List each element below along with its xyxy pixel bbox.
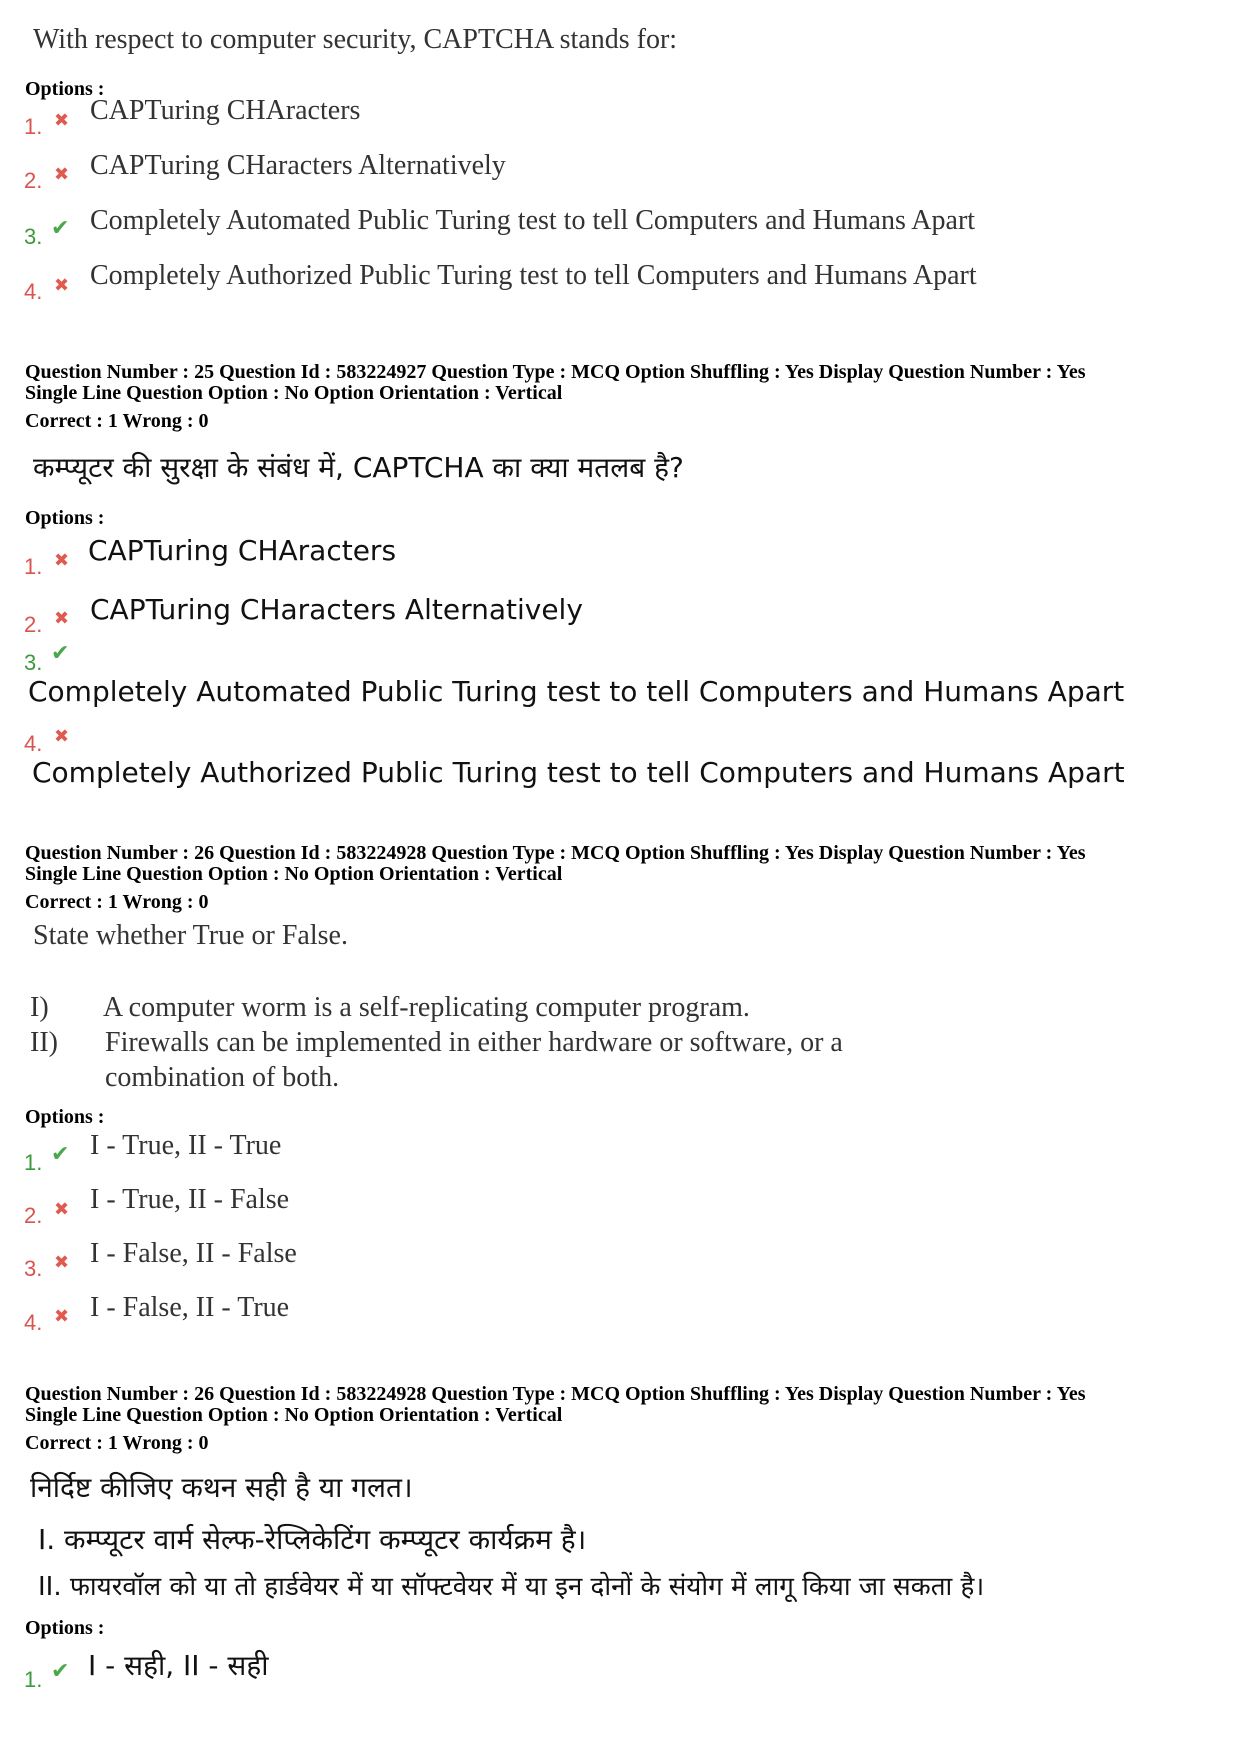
options-label: Options :	[25, 1106, 105, 1128]
question-text: State whether True or False.	[33, 920, 348, 951]
question-meta: Single Line Question Option : No Option Orientation : Vertical	[25, 382, 563, 404]
option-number: 1.	[24, 554, 43, 579]
statement-label: II)	[30, 1027, 58, 1058]
option-text: CAPTuring CHaracters Alternatively	[90, 593, 583, 626]
option-text: CAPTuring CHaracters Alternatively	[90, 150, 506, 181]
cross-icon: ✖	[54, 1199, 70, 1220]
check-icon: ✔	[51, 641, 70, 666]
question-meta: Single Line Question Option : No Option Orientation : Vertical	[25, 1404, 563, 1426]
cross-icon: ✖	[54, 608, 70, 629]
options-label: Options :	[25, 1617, 105, 1639]
option-number: 3.	[24, 1256, 43, 1281]
option-number: 1.	[24, 1150, 43, 1175]
cross-icon: ✖	[54, 164, 70, 185]
cross-icon: ✖	[54, 726, 70, 747]
option-number: 3.	[24, 224, 43, 249]
option-text: CAPTuring CHAracters	[88, 534, 397, 567]
score-line: Correct : 1 Wrong : 0	[25, 891, 209, 913]
option-text: Completely Authorized Public Turing test to tell Computers and Humans Apart	[90, 260, 977, 291]
cross-icon: ✖	[54, 1306, 70, 1327]
question-text: With respect to computer security, CAPTCHA stands for:	[33, 24, 678, 55]
option-text: I - True, II - True	[90, 1130, 282, 1161]
option-number: 1.	[24, 114, 43, 139]
question-meta: Single Line Question Option : No Option Orientation : Vertical	[25, 863, 563, 885]
option-number: 4.	[24, 731, 43, 756]
option-number: 3.	[24, 650, 43, 675]
cross-icon: ✖	[54, 110, 70, 131]
option-text: I - False, II - True	[90, 1292, 290, 1323]
statement-text: I. कम्प्यूटर वार्म सेल्फ-रेप्लिकेटिंग कम्प्यूटर कार्यक्रम है।	[38, 1523, 587, 1556]
option-number: 4.	[24, 279, 43, 304]
option-text: Completely Authorized Public Turing test to tell Computers and Humans Apart	[32, 756, 1125, 789]
question-meta: Question Number : 26 Question Id : 583224928 Question Type : MCQ Option Shuffling : Yes Display Question Number : Yes	[25, 842, 1086, 864]
cross-icon: ✖	[54, 1252, 70, 1273]
question-text: कम्प्यूटर की सुरक्षा के संबंध में, CAPTCHA का क्या मतलब है?	[33, 451, 684, 484]
option-number: 2.	[24, 168, 43, 193]
statement-text: Firewalls can be implemented in either hardware or software, or a	[105, 1027, 843, 1058]
check-icon: ✔	[51, 216, 70, 241]
score-line: Correct : 1 Wrong : 0	[25, 1432, 209, 1454]
check-icon: ✔	[51, 1142, 70, 1167]
option-text: Completely Automated Public Turing test to tell Computers and Humans Apart	[90, 205, 976, 236]
option-number: 4.	[24, 1310, 43, 1335]
option-text: I - सही, II - सही	[88, 1649, 269, 1682]
statement-text: combination of both.	[105, 1062, 340, 1093]
option-text: Completely Automated Public Turing test to tell Computers and Humans Apart	[28, 675, 1125, 708]
option-number: 2.	[24, 1203, 43, 1228]
question-text: निर्दिष्ट कीजिए कथन सही है या गलत।	[30, 1471, 413, 1504]
option-number: 1.	[24, 1667, 43, 1692]
option-number: 2.	[24, 612, 43, 637]
statement-text: II. फायरवॉल को या तो हार्डवेयर में या सॉफ्टवेयर में या इन दोनों के संयोग में लागू किया जा सकता है।	[38, 1572, 985, 1602]
option-text: I - False, II - False	[90, 1238, 297, 1269]
statement-text: A computer worm is a self-replicating computer program.	[103, 992, 750, 1023]
question-meta: Question Number : 26 Question Id : 583224928 Question Type : MCQ Option Shuffling : Yes Display Question Number : Yes	[25, 1383, 1086, 1405]
question-meta: Question Number : 25 Question Id : 583224927 Question Type : MCQ Option Shuffling : Yes Display Question Number : Yes	[25, 361, 1086, 383]
cross-icon: ✖	[54, 550, 70, 571]
options-label: Options :	[25, 78, 105, 100]
options-label: Options :	[25, 507, 105, 529]
check-icon: ✔	[51, 1659, 70, 1684]
option-text: I - True, II - False	[90, 1184, 290, 1215]
statement-label: I)	[30, 992, 49, 1023]
option-text: CAPTuring CHAracters	[90, 95, 361, 126]
cross-icon: ✖	[54, 275, 70, 296]
score-line: Correct : 1 Wrong : 0	[25, 410, 209, 432]
